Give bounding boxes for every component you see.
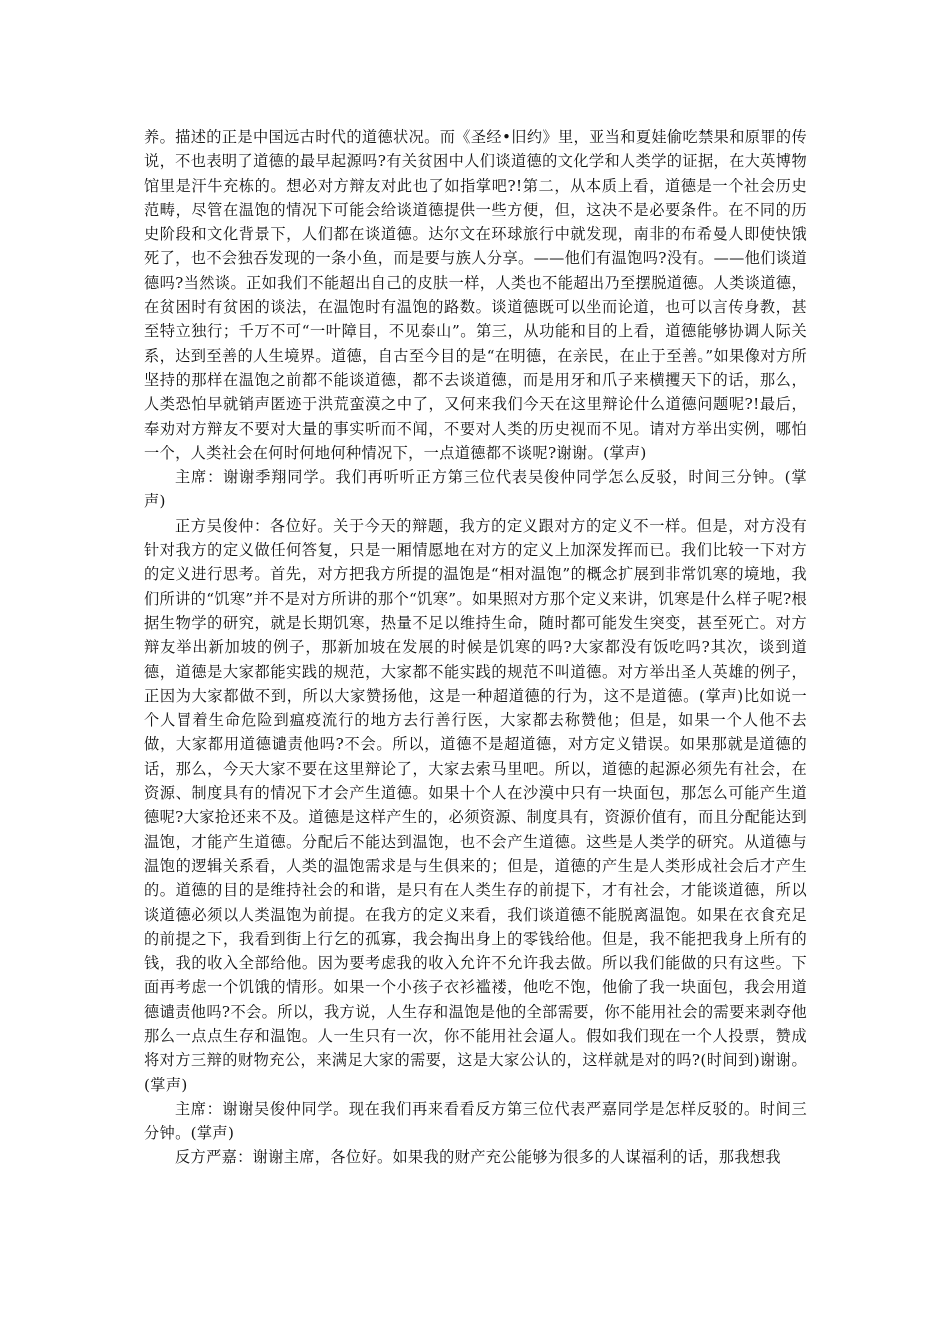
paragraph-closing-argument: 养。描述的正是中国远古时代的道德状况。而《圣经•旧约》里，亚当和夏娃偷吃禁果和原罪的传说，不也表明了道德的最早起源吗?有关贫困中人们谈道德的文化学和人类学的证据，在大英博物馆里是汗牛充栋的。想必对方辩友对此也了如指掌吧?!第二，从本质上看，道德是一个社会历史范畴，尽管在温饱的情况下可能会给谈道德提供一些方便，但，这决不是必要条件。在不同的历史阶段和文化背景下，人们都在谈道德。达尔文在环球旅行中就发现，南非的布希曼人即使快饿死了，也不会独吞发现的一条小鱼，而是要与族人分享。——他们有温饱吗?没有。——他们谈道德吗?当然谈。正如我们不能超出自己的皮肤一样，人类也不能超出乃至摆脱道德。人类谈道德，在贫困时有贫困的谈法，在温饱时有温饱的路数。谈道德既可以坐而论道，也可以言传身教，甚至特立独行；千万不可“一叶障目，不见泰山”。第三，从功能和目的上看，道德能够协调人际关系，达到至善的人生境界。道德，自古至今目的是“在明德，在亲民，在止于至善。”如果像对方所坚持的那样在温饱之前都不能谈道德，都不去谈道德，而是用牙和爪子来横攫天下的话，那么，人类恐怕早就销声匿迹于洪荒蛮漠之中了，又何来我们今天在这里辩论什么道德问题呢?!最后，奉劝对方辩友不要对大量的事实听而不闻，不要对人类的历史视而不见。请对方举出实例，哪怕一个，人类社会在何时何地何种情况下，一点道德都不谈呢?谢谢。(掌声)	[144, 128, 807, 462]
document-body	[144, 125, 807, 1170]
paragraph-rebuttal-yan: 反方严嘉：谢谢主席，各位好。如果我的财产充公能够为很多的人谋福利的话，那我想我	[175, 1148, 781, 1167]
paragraph-chair-remark-2: 主席：谢谢吴俊仲同学。现在我们再来看看反方第三位代表严嘉同学是怎样反驳的。时间三分钟。(掌声)	[144, 1099, 807, 1143]
paragraph-chair-remark-1: 主席：谢谢季翔同学。我们再听听正方第三位代表吴俊仲同学怎么反驳，时间三分钟。(掌声)	[144, 468, 807, 511]
paragraph-rebuttal-wu: 正方吴俊仲：各位好。关于今天的辩题，我方的定义跟对方的定义不一样。但是，对方没有针对我方的定义做任何答复，只是一厢情愿地在对方的定义上加深发挥而已。我们比较一下对方的定义进行思考。首先，对方把我方所提的温饱是“相对温饱”的概念扩展到非常饥寒的境地，我们所讲的“饥寒”并不是对方所讲的那个“饥寒”。如果照对方那个定义来讲，饥寒是什么样子呢?根据生物学的研究，就是长期饥寒，热量不足以维持生命，随时都可能发生突变，甚至死亡。对方辩友举出新加坡的例子，那新加坡在发展的时候是饥寒的吗?大家都没有饭吃吗?其次，谈到道德，道德是大家都能实践的规范，大家都不能实践的规范不叫道德。对方举出圣人英雄的例子，正因为大家都做不到，所以大家赞扬他，这是一种超道德的行为，这不是道德。(掌声)比如说一个人冒着生命危险到瘟疫流行的地方去行善行医，大家都去称赞他；但是，如果一个人他不去做，大家都用道德谴责他吗?不会。所以，道德不是超道德，对方定义错误。如果那就是道德的话，那么，今天大家不要在这里辩论了，大家去索马里吧。所以，道德的起源必须先有社会，在资源、制度具有的情况下才会产生道德。如果十个人在沙漠中只有一块面包，那怎么可能产生道德呢?大家抢还来不及。道德是这样产生的，必须资源、制度具有，资源价值有，而且分配能达到温饱，才能产生道德。分配后不能达到温饱，也不会产生道德。这些是人类学的研究。从道德与温饱的逻辑关系看，人类的温饱需求是与生俱来的；但是，道德的产生是人类形成社会后才产生的。道德的目的是维持社会的和谐，是只有在人类生存的前提下，才有社会，才能谈道德，所以谈道德必须以人类温饱为前提。在我方的定义来看，我们谈道德不能脱离温饱。如果在衣食充足的前提之下，我看到街上行乞的孤寡，我会掏出身上的零钱给他。但是，我不能把我身上所有的钱，我的收入全部给他。因为要考虑我的收入允许不允许我去做。所以我们能做的只有这些。下面再考虑一个饥饿的情形。如果一个小孩子衣衫褴褛，他吃不饱，他偷了我一块面包，我会用道德谴责他吗?不会。所以，我方说，人生存和温饱是他的全部需要，你不能用社会的需要来剥夺他那么一点点生存和温饱。人一生只有一次，你不能用社会逼人。假如我们现在一个人投票，赞成将对方三辩的财物充公，来满足大家的需要，这是大家公认的，这样就是对的吗?(时间到)谢谢。(掌声)	[144, 516, 807, 1094]
